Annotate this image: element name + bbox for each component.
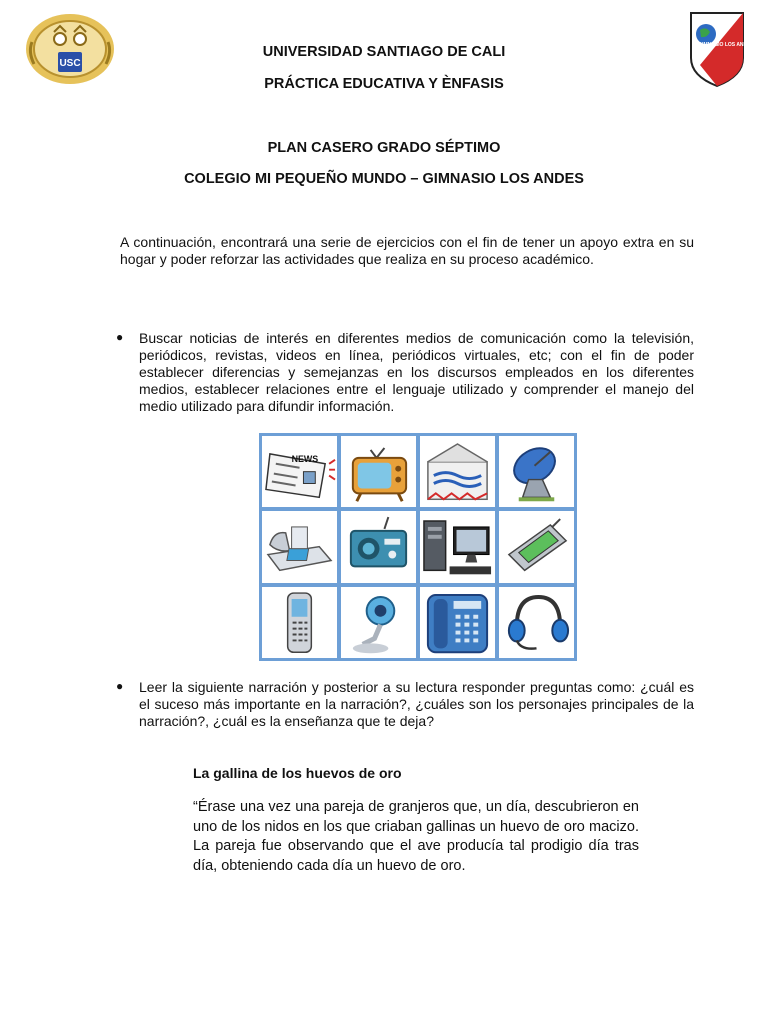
media-image-grid xyxy=(259,433,577,661)
envelope-icon xyxy=(420,436,495,507)
university-title: UNIVERSIDAD SANTIAGO DE CALI xyxy=(262,44,506,60)
telephone-fax-icon xyxy=(262,511,337,582)
headset-icon xyxy=(499,587,574,658)
webcam-icon xyxy=(341,587,416,658)
story-title: La gallina de los huevos de oro xyxy=(193,765,402,781)
news-label: NEWS xyxy=(291,453,319,464)
program-title: PRÁCTICA EDUCATIVA Y ÈNFASIS xyxy=(264,76,504,92)
gimnasio-shield-logo xyxy=(688,10,754,88)
pda-icon xyxy=(499,511,574,582)
bullet-marker: ● xyxy=(116,679,124,693)
newspaper-icon xyxy=(262,436,337,507)
radio-icon xyxy=(341,511,416,582)
desk-phone-icon xyxy=(420,587,495,658)
bullet-marker: ● xyxy=(116,330,124,344)
story-text: “Érase una vez una pareja de granjeros que, un día, descubrieron en uno de los nidos en los que criaban gallinas un huevo de oro macizo. La pareja fue observando que el ave producía tal prodigio día tras día, obteniendo cada día un huevo de oro. xyxy=(193,799,639,874)
bullet-news-text: Buscar noticias de interés en diferentes medios de comunicación como la televisión, periódicos, revistas, videos en línea, periódicos virtuales, etc; con el fin de poder establecer diferencias y semejanzas en los discursos empleados en los diferentes medios, establecer relaciones entre el lenguaje utilizado y comprender el manejo del medio utilizado para difundir información. xyxy=(139,330,694,414)
television-icon xyxy=(341,436,416,507)
school-title: COLEGIO MI PEQUEÑO MUNDO – GIMNASIO LOS ANDES xyxy=(184,171,584,187)
plan-title: PLAN CASERO GRADO SÉPTIMO xyxy=(267,140,501,156)
mobile-phone-icon xyxy=(262,587,337,658)
usc-logo xyxy=(24,12,116,86)
bullet-reading-text: Leer la siguiente narración y posterior a su lectura responder preguntas como: ¿cuál es el suceso más importante en la narración?, ¿cuáles son los personajes principales de la narración?, ¿cuál es la enseñanza que te deja? xyxy=(139,679,694,729)
intro-paragraph: A continuación, encontrará una serie de ejercicios con el fin de tener un apoyo extra en su hogar y poder reforzar las actividades que realiza en su proceso académico. xyxy=(120,234,694,267)
shield-text: GIMNASIO LOS ANDES xyxy=(698,42,754,48)
usc-logo-text: USC xyxy=(59,58,81,69)
satellite-dish-icon xyxy=(499,436,574,507)
computer-icon xyxy=(420,511,495,582)
